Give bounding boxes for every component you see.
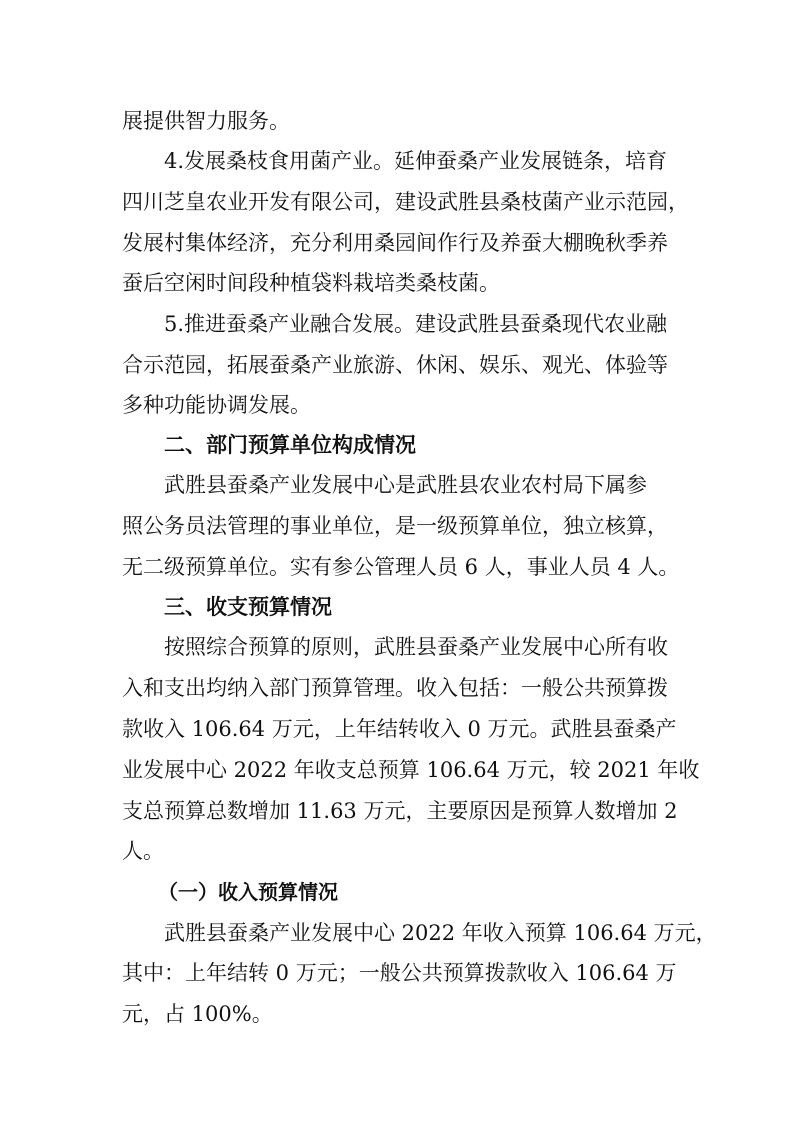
paragraph-line: 业发展中心 2022 年收支总预算 106.64 万元，较 2021 年收 bbox=[122, 758, 700, 782]
paragraph-line: 元，占 100%。 bbox=[122, 1002, 273, 1026]
paragraph-line: 合示范园，拓展蚕桑产业旅游、休闲、娱乐、观光、体验等 bbox=[122, 353, 668, 377]
paragraph-line: 入和支出均纳入部门预算管理。收入包括：一般公共预算拨 bbox=[122, 676, 668, 700]
paragraph-line: 武胜县蚕桑产业发展中心是武胜县农业农村局下属参 bbox=[164, 473, 647, 497]
paragraph-line: 人。 bbox=[122, 839, 164, 863]
paragraph-line: 款收入 106.64 万元，上年结转收入 0 万元。武胜县蚕桑产 bbox=[122, 717, 677, 741]
paragraph-line: 蚕后空闲时间段种植袋料栽培类桑枝菌。 bbox=[122, 271, 500, 295]
section-heading: 二、部门预算单位构成情况 bbox=[164, 433, 416, 457]
paragraph-line: 4.发展桑枝食用菌产业。延伸蚕桑产业发展链条，培育 bbox=[164, 149, 668, 173]
paragraph-line: 展提供智力服务。 bbox=[122, 109, 290, 133]
paragraph-line: 无二级预算单位。实有参公管理人员 6 人，事业人员 4 人。 bbox=[122, 555, 680, 579]
paragraph-line: 支总预算总数增加 11.63 万元，主要原因是预算人数增加 2 bbox=[122, 799, 678, 823]
paragraph-line: 多种功能协调发展。 bbox=[122, 393, 311, 417]
section-heading: 三、收支预算情况 bbox=[164, 595, 332, 619]
paragraph-line: 四川芝皇农业开发有限公司，建设武胜县桑枝菌产业示范园， bbox=[122, 190, 689, 214]
subsection-heading: （一）收入预算情况 bbox=[158, 880, 338, 904]
paragraph-line: 武胜县蚕桑产业发展中心 2022 年收入预算 106.64 万元， bbox=[164, 921, 717, 945]
paragraph-line: 发展村集体经济，充分利用桑园间作行及养蚕大棚晚秋季养 bbox=[122, 231, 668, 255]
paragraph-line: 照公务员法管理的事业单位，是一级预算单位，独立核算， bbox=[122, 514, 668, 538]
paragraph-line: 其中：上年结转 0 万元；一般公共预算拨款收入 106.64 万 bbox=[122, 961, 677, 985]
paragraph-line: 按照综合预算的原则，武胜县蚕桑产业发展中心所有收 bbox=[164, 635, 668, 659]
paragraph-line: 5.推进蚕桑产业融合发展。建设武胜县蚕桑现代农业融 bbox=[164, 312, 668, 336]
